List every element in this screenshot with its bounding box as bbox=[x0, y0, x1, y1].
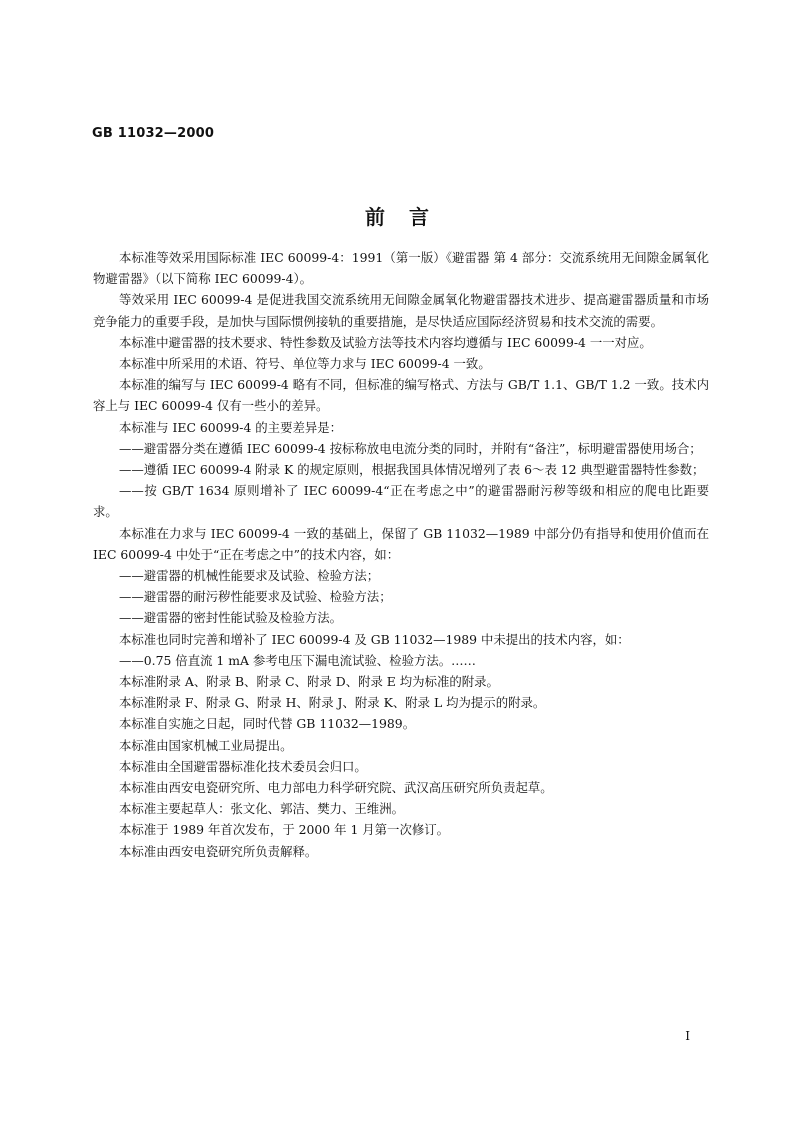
paragraph: 本标准自实施之日起，同时代替 GB 11032—1989。 bbox=[119, 716, 416, 732]
list-item: ——避雷器的密封性能试验及检验方法。 bbox=[119, 610, 343, 626]
paragraph: 本标准主要起草人：张文化、郭洁、樊力、王维洲。 bbox=[119, 801, 404, 817]
paragraph: 本标准附录 F、附录 G、附录 H、附录 J、附录 K、附录 L 均为提示的附录。 bbox=[119, 695, 546, 711]
list-item: ——避雷器的机械性能要求及试验、检验方法； bbox=[119, 568, 380, 584]
paragraph: 本标准与 IEC 60099-4 的主要差异是： bbox=[119, 419, 343, 435]
paragraph: 本标准附录 A、附录 B、附录 C、附录 D、附录 E 均为标准的附录。 bbox=[119, 674, 499, 690]
page-number: I bbox=[685, 1029, 690, 1043]
paragraph: 等效采用 IEC 60099-4 是促进我国交流系统用无间隙金属氧化物避雷器技术进步、提高避雷器质量和市场竞争能力的重要手段，是加快与国际惯例接轨的重要措施，是尽快适应国际经济贸易和技术交流的需要。 bbox=[93, 292, 709, 329]
paragraph: 本标准在力求与 IEC 60099-4 一致的基础上，保留了 GB 11032—1989 中部分仍有指导和使用价值而在 IEC 60099-4 中处于“正在考虑之中”的技术内容，如： bbox=[93, 525, 709, 562]
page-title: 前言 bbox=[365, 205, 453, 229]
paragraph: 本标准的编写与 IEC 60099-4 略有不同，但标准的编写格式、方法与 GB/T 1.1、GB/T 1.2 一致。技术内容上与 IEC 60099-4 仅有一些小的差异。 bbox=[93, 377, 709, 414]
foreword-body bbox=[93, 247, 709, 862]
paragraph: 本标准由国家机械工业局提出。 bbox=[119, 737, 293, 753]
list-item: ——遵循 IEC 60099-4 附录 K 的规定原则，根据我国具体情况增列了表 6～表 12 典型避雷器特性参数； bbox=[119, 462, 705, 478]
paragraph: 本标准由全国避雷器标准化技术委员会归口。 bbox=[119, 758, 367, 774]
list-item: ——避雷器的耐污秽性能要求及试验、检验方法； bbox=[119, 589, 392, 605]
paragraph: 本标准由西安电瓷研究所负责解释。 bbox=[119, 843, 318, 859]
paragraph: 本标准中避雷器的技术要求、特性参数及试验方法等技术内容均遵循与 IEC 60099-4 一一对应。 bbox=[119, 334, 652, 350]
paragraph: 本标准也同时完善和增补了 IEC 60099-4 及 GB 11032—1989 中未提出的技术内容，如： bbox=[119, 631, 630, 647]
paragraph: 本标准中所采用的术语、符号、单位等力求与 IEC 60099-4 一致。 bbox=[119, 356, 491, 372]
paragraph: 本标准于 1989 年首次发布，于 2000 年 1 月第一次修订。 bbox=[119, 822, 450, 838]
standard-id: GB 11032—2000 bbox=[92, 126, 215, 141]
list-item: ——按 GB/T 1634 原则增补了 IEC 60099-4“正在考虑之中”的避雷器耐污秽等级和相应的爬电比距要求。 bbox=[93, 483, 709, 520]
paragraph: 本标准由西安电瓷研究所、电力部电力科学研究院、武汉高压研究所负责起草。 bbox=[119, 780, 553, 796]
list-item: ——避雷器分类在遵循 IEC 60099-4 按标称放电电流分类的同时，并附有“备注”，标明避雷器使用场合； bbox=[119, 440, 702, 456]
list-item: ——0.75 倍直流 1 mA 参考电压下漏电流试验、检验方法。…… bbox=[119, 652, 476, 668]
paragraph: 本标准等效采用国际标准 IEC 60099-4：1991（第一版）《避雷器 第 4 部分：交流系统用无间隙金属氧化物避雷器》（以下简称 IEC 60099-4）。 bbox=[93, 250, 709, 287]
